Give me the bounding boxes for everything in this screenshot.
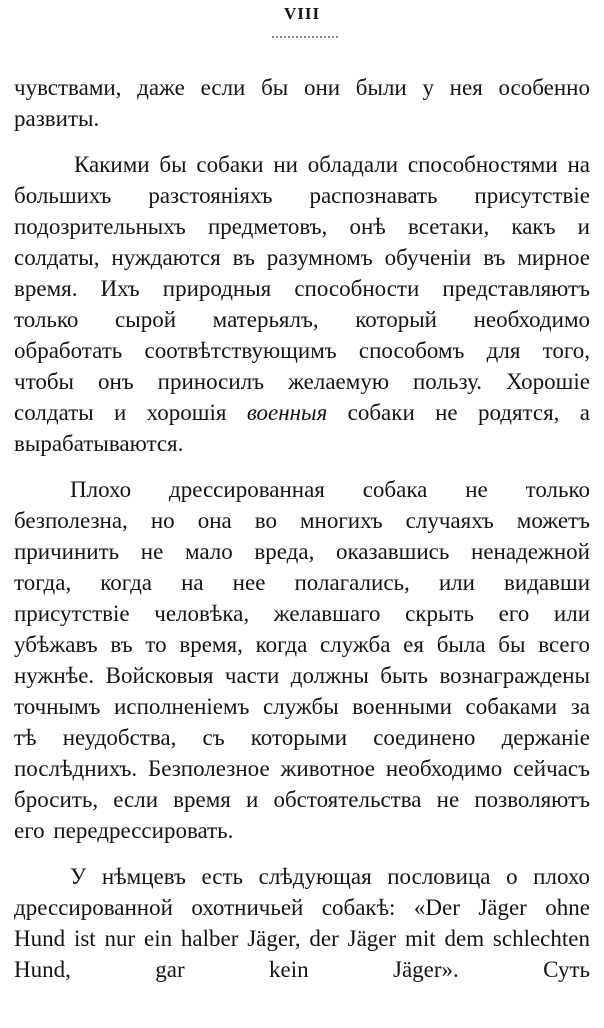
paragraph-2 bbox=[14, 149, 590, 459]
paragraph-4: У нѣмцевъ есть слѣдующая пословица о плохо дрессированной охотничьей собакѣ: «Der Jäger ohne Hund ist nur ein halber Jäger, der Jäger mit dem schlechten Hund, gar kein Jäger». Суть bbox=[14, 864, 590, 982]
paragraph-2-emphasis: военныя bbox=[246, 400, 328, 425]
header-divider bbox=[272, 36, 338, 38]
page-text bbox=[14, 72, 590, 985]
paragraph-2-text: Какими бы собаки ни обладали способностями на большихъ разстояніяхъ распознавать присутствіе подозрительныхъ предметовъ, онѣ всетаки, какъ и солдаты, нуждаются въ разумномъ обученіи въ мирное время. Ихъ природныя способности представляютъ только сырой матерьялъ, который необходимо обработать соотвѣтствующимъ способомъ для того, чтобы онъ приносилъ желаемую пользу. Хорошіе солдаты и хорошія bbox=[14, 152, 590, 425]
paragraph-1: чувствами, даже если бы они были у нея особенно развиты. bbox=[14, 75, 590, 131]
paragraph-3: Плохо дрессированная собака не только безполезна, но она во многихъ случаяхъ можетъ причинить не мало вреда, оказавшись ненадежной тогда, когда на нее полагались, или видавши присутствіе человѣка, желавшаго скрыть его или убѣжавъ въ то время, когда служба ея была бы всего нужнѣе. Войсковыя части должны быть вознаграждены точнымъ исполненіемъ службы военными собаками за тѣ неудобства, съ которыми соединено держаніе послѣднихъ. Безполезное животное необходимо сейчасъ бросить, если время и обстоятельства не позволяютъ его передрессировать. bbox=[14, 477, 590, 843]
page-number: VIII bbox=[283, 4, 321, 23]
paragraph-2-text-after: собаки не родятся, а вырабатываются. bbox=[14, 400, 590, 456]
